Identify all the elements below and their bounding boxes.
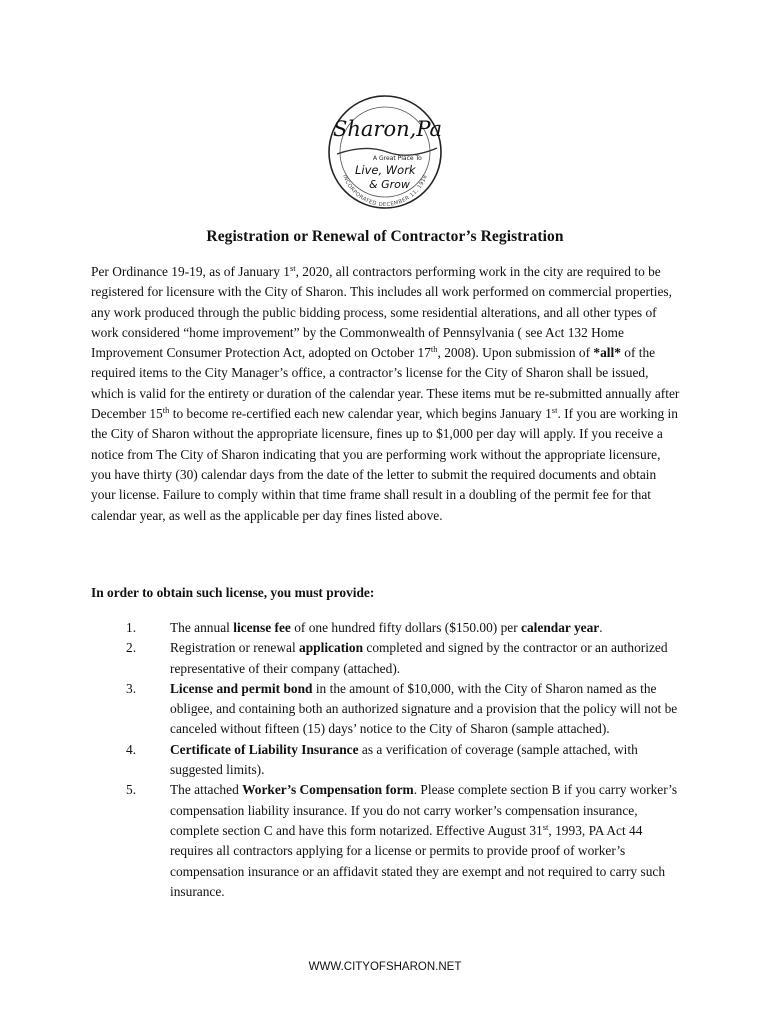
requirement-number: 1. (126, 620, 137, 635)
requirement-item (91, 618, 681, 638)
intro-paragraph (91, 262, 681, 526)
text-run: of one hundred fifty dollars ($150.00) per (290, 620, 522, 635)
bold-text: application (299, 640, 364, 656)
text-run: completed and signed by the contractor or an authorized representative of their company (attached). (170, 640, 668, 676)
requirement-number: 4. (126, 741, 137, 757)
text-run: Registration or renewal (170, 640, 300, 656)
text-run: The attached (170, 782, 243, 798)
requirement-item (91, 638, 681, 679)
logo-tagline: A Great Place To (373, 155, 422, 162)
bold-text: calendar year (521, 620, 600, 635)
bold-text: License and permit bond (170, 680, 313, 696)
text-run: The annual (170, 620, 234, 635)
text-run: to become re-certified each new calendar year, which begins January 1 (169, 406, 552, 422)
requirement-text (170, 782, 677, 898)
city-seal-icon (325, 92, 445, 212)
logo-motto-line2: & Grow (369, 178, 410, 191)
requirement-number: 2. (126, 640, 137, 656)
bold-text: *all* (593, 345, 621, 361)
document-title: Registration or Renewal of Contractor’s Registration (206, 228, 564, 245)
text-run: . Please complete section B if you carry worker’s compensation liability insurance. If you do not carry worker’s compensation insurance, complete section C and have this form notarized. Effective August 31 (170, 782, 678, 838)
bold-text: Certificate of Liability Insurance (170, 741, 359, 757)
requirements-list (91, 618, 681, 902)
text-run: in the amount of $10,000, with the City of Sharon named as the obligee, and containing both an authorized signature and a provision that the policy will not be canceled without fifteen (15) days’ notice to the City of Sharon (sample attached). (170, 680, 678, 737)
superscript-text: st (542, 821, 549, 832)
requirement-number: 3. (126, 680, 137, 696)
text-run: . If you are working in the City of Sharon without the appropriate licensure, fines up to $1,000 per day will apply. If you receive a notice from The City of Sharon indicating that you are performing work without the appropriate licensure, you have thirty (30) calendar days from the date of the letter to submit the required documents and obtain your license. Failure to comply within that time frame shall result in a doubling of the permit fee for that calendar year, as well as the applicable per day fines listed above. (91, 406, 678, 523)
text-run: , 2020, all contractors performing work in the city are required to be registered for licensure with the City of Sharon. This includes all work performed on commercial properties, any work produced through the public bidding process, some residential alterations, and all other types of work considered “home improvement” by the Commonwealth of Pennsylvania ( see Act 132 Home Improvement Consumer Protection Act, adopted on October 17 (91, 264, 672, 361)
requirement-item (91, 780, 681, 902)
text-run: , 2008). Upon submission of (437, 345, 594, 361)
superscript-text: th (430, 344, 438, 355)
logo-brand: Sharon,Pa (333, 117, 443, 141)
requirements-heading: In order to obtain such license, you must provide: (91, 585, 375, 600)
website-footer: WWW.CITYOFSHARON.NET (308, 961, 462, 973)
bold-text: Worker’s Compensation form (242, 782, 414, 798)
requirement-text (170, 742, 638, 777)
requirement-text (170, 620, 603, 635)
city-logo (325, 92, 445, 212)
text-run: of the required items to the City Manager’s office, a contractor’s license for the City of Sharon shall be issued, which is valid for the entirety or duration of the calendar year. These items mut be re-submitted annually after December 15 (91, 345, 680, 422)
requirement-text (170, 681, 677, 737)
requirement-number: 5. (126, 782, 137, 798)
superscript-text: st (551, 405, 558, 416)
requirement-item (91, 740, 681, 781)
text-run: Per Ordinance 19-19, as of January 1 (91, 264, 290, 279)
text-run: , 1993, PA Act 44 requires all contractors applying for a license or permits to provide proof of worker’s compensation insurance or an affidavit stated they are exempt and not required to carry such insurance. (170, 822, 666, 899)
superscript-text: st (289, 263, 296, 273)
logo-motto-line1: Live, Work (355, 163, 416, 177)
text-run: as a verification of coverage (sample attached, with suggested limits). (170, 741, 638, 778)
text-run: . (599, 620, 603, 635)
bold-text: license fee (233, 620, 291, 635)
requirement-text (170, 640, 668, 675)
logo-seal-text: INCORPORATED DECEMBER 11, 1918 (341, 174, 429, 209)
requirement-item (91, 679, 681, 740)
superscript-text: th (162, 405, 170, 416)
